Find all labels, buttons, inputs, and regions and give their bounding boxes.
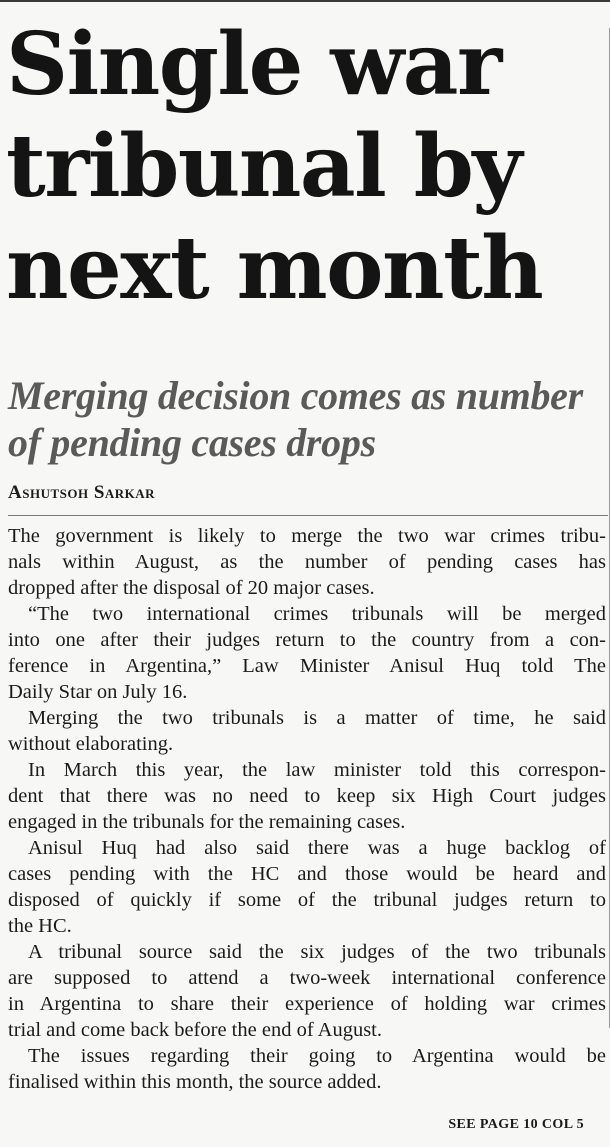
body-line: Daily Star on July 16.	[8, 681, 188, 703]
body-line: In March this year, the law minister told this correspon-	[28, 759, 606, 781]
body-line: cases pending with the HC and those would be heard and	[8, 863, 606, 885]
body-line: “The two international crimes tribunals will be merged	[28, 603, 606, 625]
body-line: without elaborating.	[8, 733, 174, 755]
body-line: dropped after the disposal of 20 major cases.	[8, 577, 375, 599]
body-line: Anisul Huq had also said there was a huge backlog of	[28, 837, 606, 859]
body-line: trial and come back before the end of August.	[8, 1019, 382, 1041]
body-line: finalised within this month, the source added.	[8, 1071, 382, 1093]
continued-on-page: SEE PAGE 10 COL 5	[448, 1117, 584, 1132]
body-line: ference in Argentina,” Law Minister Anisul Huq told The	[8, 655, 606, 677]
body-line: The government is likely to merge the two war crimes tribu-	[8, 525, 606, 547]
subheadline-line: Merging decision comes as number	[8, 373, 583, 418]
byline: Ashutsoh Sarkar	[8, 482, 156, 503]
body-line: are supposed to attend a two-week international conference	[8, 967, 606, 989]
headline-line: Single war	[6, 14, 501, 115]
subheadline	[8, 372, 604, 466]
headline	[6, 14, 596, 320]
body-line: the HC.	[8, 915, 72, 937]
body-line: disposed of quickly if some of the tribunal judges return to	[8, 889, 606, 911]
body-line: The issues regarding their going to Argentina would be	[28, 1045, 606, 1067]
headline-line: tribunal by	[6, 116, 521, 217]
body-line: into one after their judges return to the country from a con-	[8, 629, 606, 651]
body-line: Merging the two tribunals is a matter of time, he said	[28, 707, 606, 729]
body-line: in Argentina to share their experience of holding war crimes	[8, 993, 606, 1015]
headline-line: next month	[6, 218, 543, 319]
body-line: dent that there was no need to keep six High Court judges	[8, 785, 606, 807]
byline-divider	[8, 515, 608, 516]
body-line: A tribunal source said the six judges of the two tribunals	[28, 941, 606, 963]
top-rule	[0, 0, 610, 2]
body-line: engaged in the tribunals for the remaining cases.	[8, 811, 406, 833]
article-body	[8, 523, 606, 1095]
body-line: nals within August, as the number of pending cases has	[8, 551, 606, 573]
subheadline-line: of pending cases drops	[8, 420, 376, 465]
